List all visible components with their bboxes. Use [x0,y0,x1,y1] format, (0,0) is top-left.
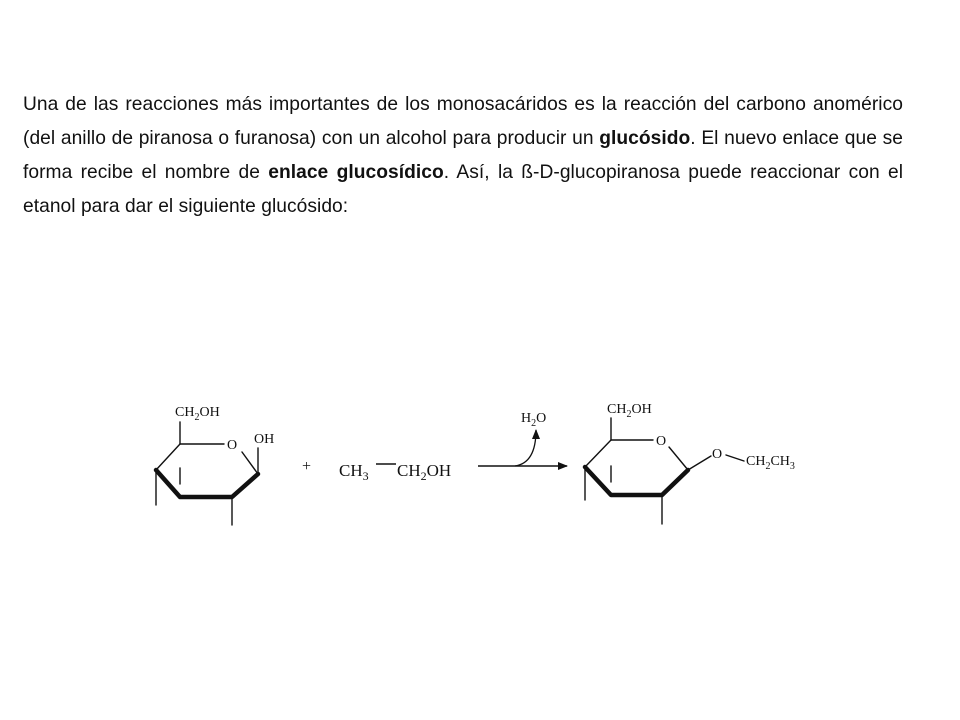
ethyl-group-label: $CH_2CH_3$ [746,454,795,472]
product-ring-oxygen: O [656,434,667,449]
reactant-ch2oh-label: $CH_2OH$ [175,405,220,423]
reactant-oh-label: OH [254,432,275,447]
glycosidic-oxygen: O [712,447,723,462]
reactant-ring-oxygen: O [227,438,238,453]
product-ch2oh-label: $CH_2OH$ [607,402,652,420]
paragraph-text-1: Una de las reacciones más importantes de los monosacáridos es la reacción del carbono anomérico (del anillo de piranosa o furanosa) con un alcohol para producir un [23,94,903,149]
water-release-arrow [515,430,536,466]
glucopyranose-structure [156,422,258,525]
term-glucosido: glucósido [599,128,691,149]
plus-sign: + [302,458,312,475]
ethanol-ch2oh: $CH_2OH$ [397,461,452,483]
term-enlace-glucosidico: enlace glucosídico [268,162,444,183]
paragraph-text-2: . El nuevo enlace que se forma recibe el nombre de [23,128,903,183]
water-label: $H_2O$ [521,411,547,429]
ethanol-ch3: $CH_3$ [339,461,369,483]
paragraph-text-3: . Así, la ß-D-glucopiranosa puede reaccionar con el etanol para dar el siguiente glucósido: [23,162,904,217]
